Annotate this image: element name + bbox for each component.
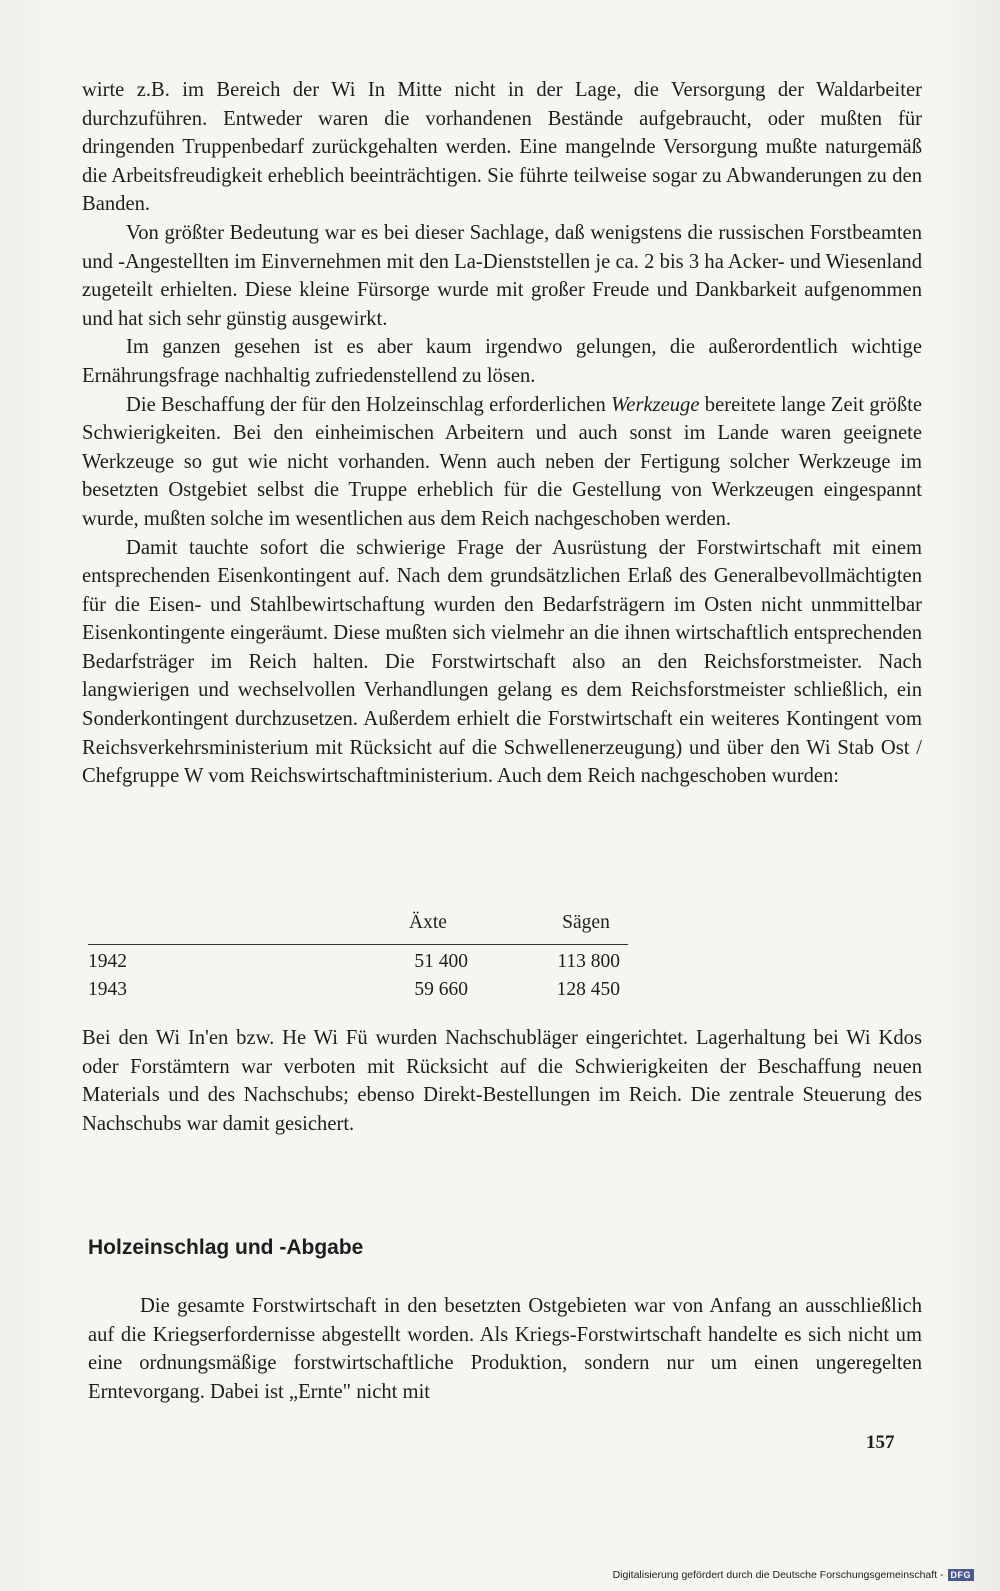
header-saws: Sägen <box>562 912 610 933</box>
cell-year: 1943 <box>88 979 127 1000</box>
page-number: 157 <box>866 1432 895 1453</box>
section-paragraph: Die gesamte Forstwirtschaft in den besetzten Ostgebieten war von Anfang an ausschließlich auf die Kriegserfordernisse abgestellt worden. Als Kriegs-Forstwirtschaft handelte es sich nicht um eine ordnungsmäßige forstwirtschaftliche Produktion, sondern nur um einen ungeregelten Erntevorgang. Dabei ist „Ernte" nicht mit <box>88 1295 922 1403</box>
table-header <box>88 908 628 945</box>
paragraph-4 <box>82 391 922 534</box>
cell-saws: 128 450 <box>556 979 620 1000</box>
after-table-text <box>82 1024 922 1138</box>
cell-year: 1942 <box>88 951 127 972</box>
emphasis-werkzeuge: Werkzeuge <box>611 393 700 416</box>
paragraph-2: Von größter Bedeutung war es bei dieser Sachlage, daß wenigstens die russischen Forstbeamten und -Angestellten im Einvernehmen mit den La-Dienststellen je ca. 2 bis 3 ha Acker- und Wiesenland zugeteilt erhielten. Diese kleine Fürsorge wurde mit großer Freude und Dankbarkeit aufgenommen und hat sich sehr günstig ausgewirkt. <box>82 221 922 330</box>
paragraph-5: Damit tauchte sofort die schwierige Frage der Ausrüstung der Forstwirtschaft mit einem entsprechenden Eisenkontingent auf. Nach dem grundsätzlichen Erlaß des Generalbevollmächtigten für die Eisen- und Stahlbewirtschaftung wurden den Bedarfsträgern im Osten nicht unmmittelbar Eisenkontingente eingeräumt. Diese mußten sich vielmehr an die ihnen wirtschaftlich entsprechenden Bedarfsträger im Reich halten. Die Forstwirtschaft also an den Reichsforstmeister. Nach langwierigen und wechselvollen Verhandlungen gelang es dem Reichsforstmeister schließlich, ein Sonderkontingent durchzusetzen. Außerdem erhielt die Forstwirtschaft ein weiteres Kontingent vom Reichsverkehrsministerium mit Rücksicht auf die Schwellenerzeugung) und über den Wi Stab Ost / Chefgruppe W vom Reichswirtschaftministerium. Auch dem Reich nachgeschoben wurden: <box>82 536 922 788</box>
cell-axes: 51 400 <box>414 951 468 972</box>
footer-text: Digitalisierung gefördert durch die Deutsche Forschungsgemeinschaft - <box>612 1569 944 1581</box>
header-axes: Äxte <box>409 912 447 933</box>
body-text <box>82 76 922 791</box>
footer-credit <box>613 1569 974 1581</box>
dfg-logo-icon: DFG <box>948 1569 975 1581</box>
paragraph-4-start: Die Beschaffung der für den Holzeinschlag erforderlichen <box>126 393 612 416</box>
cell-saws: 113 800 <box>557 951 620 972</box>
table-row <box>88 945 628 973</box>
paragraph-after-table: Bei den Wi In'en bzw. He Wi Fü wurden Nachschubläger eingerichtet. Lagerhaltung bei Wi Kdos oder Forstämtern war verboten mit Rücksicht auf die Schwierigkeiten der Beschaffung neuen Materials und des Nachschubs; ebenso Direkt-Bestellungen im Reich. Die zentrale Steuerung des Nachschubs war damit gesichert. <box>82 1027 922 1135</box>
paragraph-3: Im ganzen gesehen ist es aber kaum irgendwo gelungen, die außerordentlich wichtige Ernährungsfrage nachhaltig zufriedenstellend zu lösen. <box>82 336 922 387</box>
section-body <box>88 1292 922 1406</box>
table-row <box>88 973 628 1001</box>
section-heading: Holzeinschlag und -Abgabe <box>88 1236 364 1259</box>
cell-axes: 59 660 <box>414 979 468 1000</box>
supply-table <box>88 908 628 1001</box>
paragraph-1: wirte z.B. im Bereich der Wi In Mitte nicht in der Lage, die Versorgung der Waldarbeiter durchzuführen. Entweder waren die vorhandenen Bestände aufgebraucht, oder mußten für dringenden Truppenbedarf zurückgehalten werden. Eine mangelnde Versorgung mußte naturgemäß die Arbeitsfreudigkeit erheblich beeinträchtigen. Sie führte teilweise sogar zu Abwanderungen zu den Banden. <box>82 79 922 216</box>
paragraph-4-end: bereitete lange Zeit größte Schwierigkeiten. Bei den einheimischen Arbeitern und auch sonst im Lande waren geeignete Werkzeuge so gut wie nicht vorhanden. Wenn auch neben der Fertigung solcher Werkzeuge im besetzten Ostgebiet selbst die Truppe erheblich für die Gestellung von Werkzeugen eingespannt wurde, mußten solche im wesentlichen aus dem Reich nachgeschoben werden. <box>82 393 922 530</box>
